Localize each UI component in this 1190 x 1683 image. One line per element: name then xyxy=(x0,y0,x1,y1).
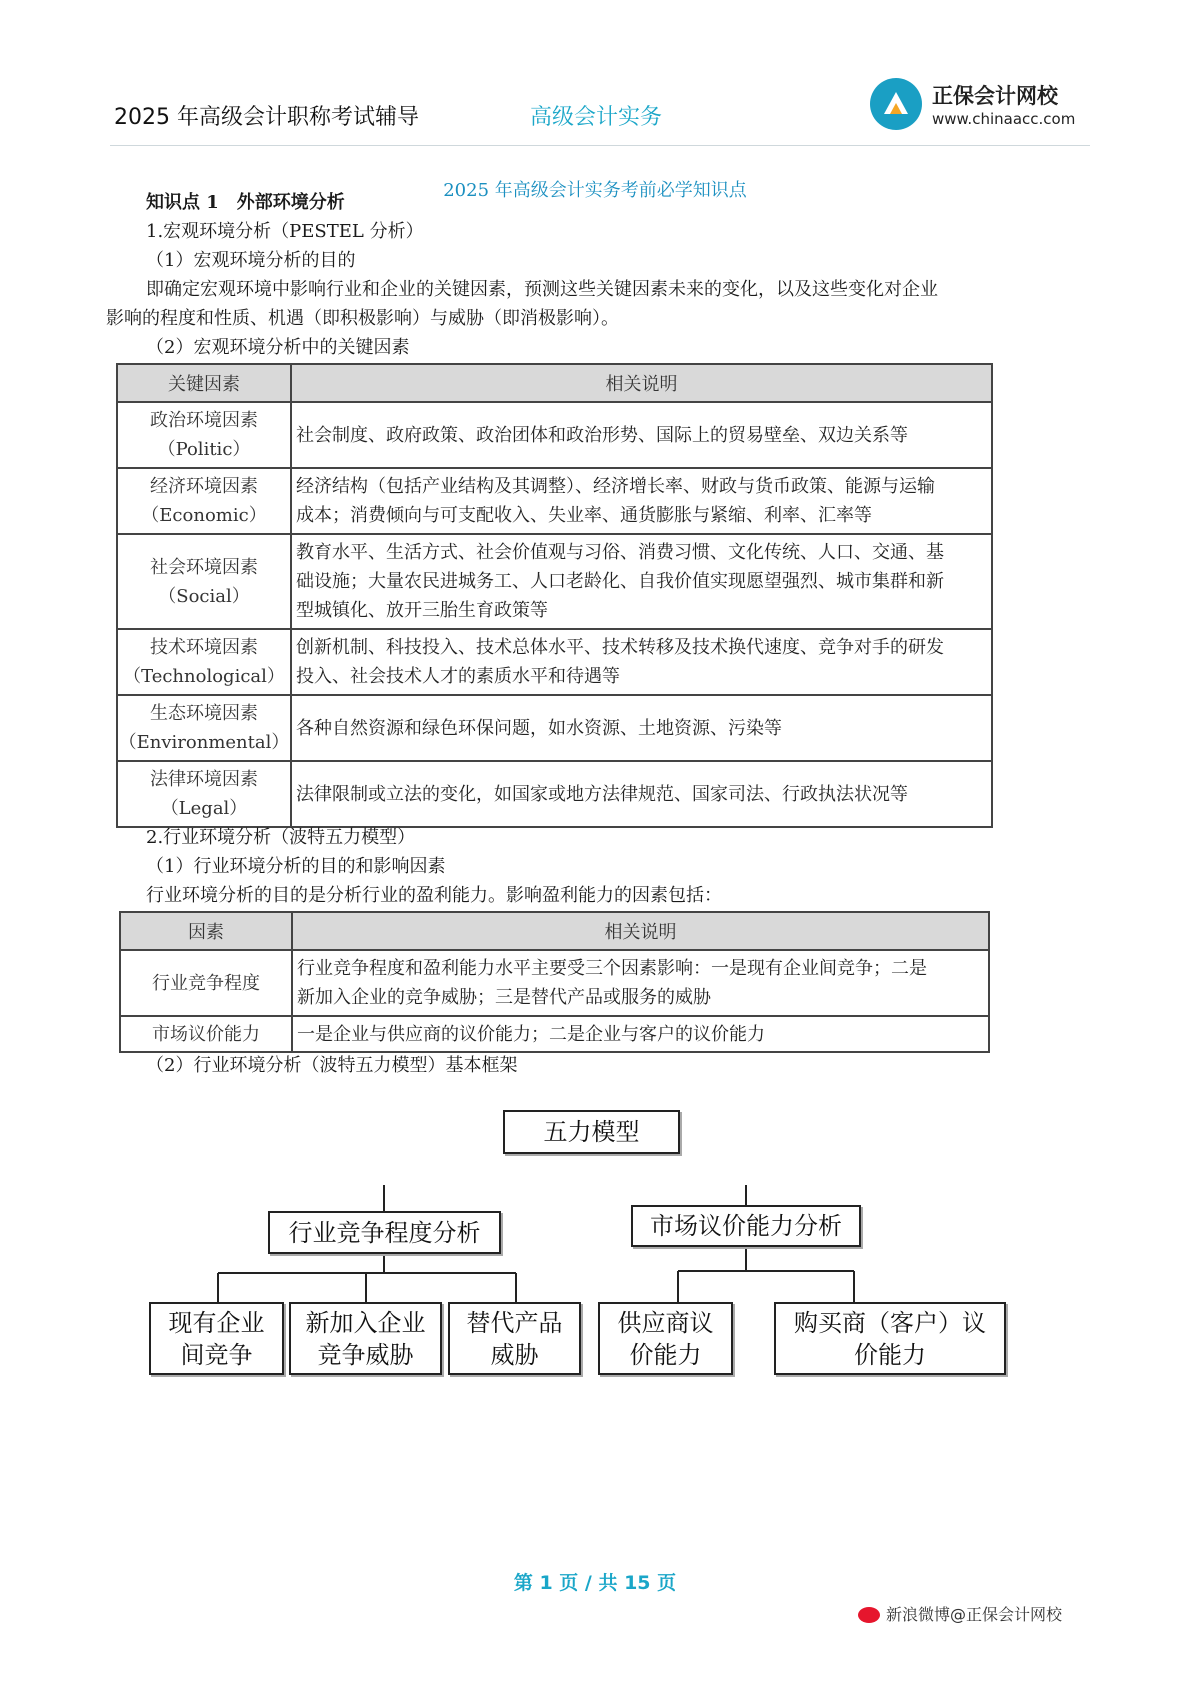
pestel-table xyxy=(116,363,993,828)
description-cell xyxy=(292,1016,989,1052)
factor-english: （Social） xyxy=(158,585,250,607)
factor-english: （Legal） xyxy=(160,798,248,819)
description-line: 一是企业与供应商的议价能力；二是企业与客户的议价能力 xyxy=(297,1023,765,1045)
description-cell xyxy=(291,402,992,468)
description-line: 型城镇化、放开三胎生育政策等 xyxy=(296,600,548,621)
table-row xyxy=(120,950,989,1016)
table-row xyxy=(117,629,992,695)
table-row xyxy=(120,1016,989,1052)
description-line: 行业竞争程度和盈利能力水平主要受三个因素影响：一是现有企业间竞争；二是 xyxy=(297,958,927,979)
factor-cell xyxy=(117,534,291,629)
leaf-line: 价能力 xyxy=(629,1340,702,1369)
diagram-market-bargaining-box: 市场议价能力分析 xyxy=(631,1205,861,1247)
weibo-icon xyxy=(858,1607,880,1623)
factor-english: （Politic） xyxy=(157,439,251,460)
page-number: 第 1 页 / 共 15 页 xyxy=(513,1572,677,1594)
table-row xyxy=(117,534,992,629)
page-header xyxy=(110,66,1090,146)
diagram-root-box: 五力模型 xyxy=(503,1110,680,1154)
header-subject: 高级会计实务 xyxy=(530,105,663,130)
factor-name: 生态环境因素 xyxy=(150,703,258,724)
table-row xyxy=(117,402,992,468)
leaf-line: 间竞争 xyxy=(180,1340,253,1369)
table-row xyxy=(117,468,992,534)
paragraph-line: 行业环境分析的目的是分析行业的盈利能力。影响盈利能力的因素包括： xyxy=(146,885,722,906)
diagram-leaf-box xyxy=(774,1302,1006,1375)
factor-cell: 市场议价能力 xyxy=(120,1016,292,1052)
subheading-industry-purpose: （1）行业环境分析的目的和影响因素 xyxy=(146,856,446,877)
description-line: 成本；消费倾向与可支配收入、失业率、通货膨胀与紧缩、利率、汇率等 xyxy=(296,505,872,526)
leaf-line: 购买商（客户）议 xyxy=(794,1308,986,1337)
description-line: 社会制度、政府政策、政治团体和政治形势、国际上的贸易壁垒、双边关系等 xyxy=(296,424,908,446)
diagram-leaf-box xyxy=(448,1302,581,1375)
leaf-line: 替代产品 xyxy=(466,1308,563,1337)
table-header-cell: 相关说明 xyxy=(291,364,992,402)
table-header-cell: 关键因素 xyxy=(117,364,291,402)
factor-name: 技术环境因素 xyxy=(150,637,258,658)
paragraph-line: 即确定宏观环境中影响行业和企业的关键因素，预测这些关键因素未来的变化，以及这些变化对企业 xyxy=(146,279,938,300)
leaf-line: 威胁 xyxy=(490,1340,539,1369)
logo-icon xyxy=(870,78,922,130)
factor-english: （Environmental） xyxy=(118,732,290,753)
factor-cell xyxy=(117,468,291,534)
factor-english: （Economic） xyxy=(141,505,267,526)
subheading-framework: （2）行业环境分析（波特五力模型）基本框架 xyxy=(146,1055,518,1076)
diagram-leaf-box xyxy=(289,1302,442,1375)
description-line: 创新机制、科技投入、技术总体水平、技术转移及技术换代速度、竞争对手的研发 xyxy=(296,637,944,658)
factor-english: （Technological） xyxy=(123,666,285,687)
diagram-industry-competition-box: 行业竞争程度分析 xyxy=(268,1211,501,1254)
description-cell xyxy=(291,468,992,534)
subheading-macro-factors: （2）宏观环境分析中的关键因素 xyxy=(146,337,410,358)
logo-url[interactable]: www.chinaacc.com xyxy=(932,110,1076,128)
factor-name: 社会环境因素 xyxy=(150,556,258,578)
factor-name: 经济环境因素 xyxy=(150,476,258,497)
table-header-cell: 因素 xyxy=(120,912,292,950)
table-row xyxy=(117,761,992,827)
description-cell xyxy=(291,695,992,761)
description-cell xyxy=(292,950,989,1016)
document-title: 2025 年高级会计实务考前必学知识点 xyxy=(443,180,747,201)
knowledge-point-heading: 知识点 1 外部环境分析 xyxy=(146,192,345,213)
description-line: 法律限制或立法的变化，如国家或地方法律规范、国家司法、行政执法状况等 xyxy=(296,783,908,805)
description-line: 经济结构（包括产业结构及其调整）、经济增长率、财政与货币政策、能源与运输 xyxy=(296,476,935,497)
leaf-line: 竞争威胁 xyxy=(317,1340,414,1369)
leaf-line: 新加入企业 xyxy=(305,1308,426,1337)
paragraph-line: 影响的程度和性质、机遇（即积极影响）与威胁（即消极影响）。 xyxy=(106,308,619,329)
logo-name: 正保会计网校 xyxy=(932,84,1058,108)
factor-cell xyxy=(117,402,291,468)
factor-cell: 行业竞争程度 xyxy=(120,950,292,1016)
leaf-line: 现有企业 xyxy=(168,1308,265,1337)
leaf-line: 供应商议 xyxy=(617,1308,714,1337)
subheading-industry: 2.行业环境分析（波特五力模型） xyxy=(146,827,416,848)
factor-cell xyxy=(117,629,291,695)
description-line: 新加入企业的竞争威胁；三是替代产品或服务的威胁 xyxy=(297,987,711,1008)
diagram-leaf-box xyxy=(149,1302,284,1375)
factor-cell xyxy=(117,695,291,761)
subheading-macro-purpose: （1）宏观环境分析的目的 xyxy=(146,250,356,271)
leaf-line: 价能力 xyxy=(854,1340,926,1369)
factor-name: 法律环境因素 xyxy=(150,769,258,790)
table-header-row xyxy=(117,364,992,402)
description-line: 各种自然资源和绿色环保问题，如水资源、土地资源、污染等 xyxy=(296,717,782,739)
factor-name: 政治环境因素 xyxy=(150,410,258,431)
description-cell xyxy=(291,534,992,629)
description-line: 教育水平、生活方式、社会价值观与习俗、消费习惯、文化传统、人口、交通、基 xyxy=(296,542,944,563)
table-header-cell: 相关说明 xyxy=(292,912,989,950)
weibo-credit[interactable] xyxy=(858,1602,1062,1625)
description-cell xyxy=(291,761,992,827)
description-cell xyxy=(291,629,992,695)
weibo-label: 新浪微博@正保会计网校 xyxy=(886,1605,1063,1624)
factor-cell xyxy=(117,761,291,827)
header-course-title: 2025 年高级会计职称考试辅导 xyxy=(114,105,419,130)
description-line: 础设施；大量农民进城务工、人口老龄化、自我价值实现愿望强烈、城市集群和新 xyxy=(296,571,944,592)
table-row xyxy=(117,695,992,761)
diagram-leaf-box xyxy=(598,1302,733,1375)
logo[interactable] xyxy=(870,76,1090,136)
subheading-macro: 1.宏观环境分析（PESTEL 分析） xyxy=(146,221,424,242)
description-line: 投入、社会技术人才的素质水平和待遇等 xyxy=(296,666,620,687)
industry-factor-table xyxy=(119,911,990,1053)
table-header-row xyxy=(120,912,989,950)
